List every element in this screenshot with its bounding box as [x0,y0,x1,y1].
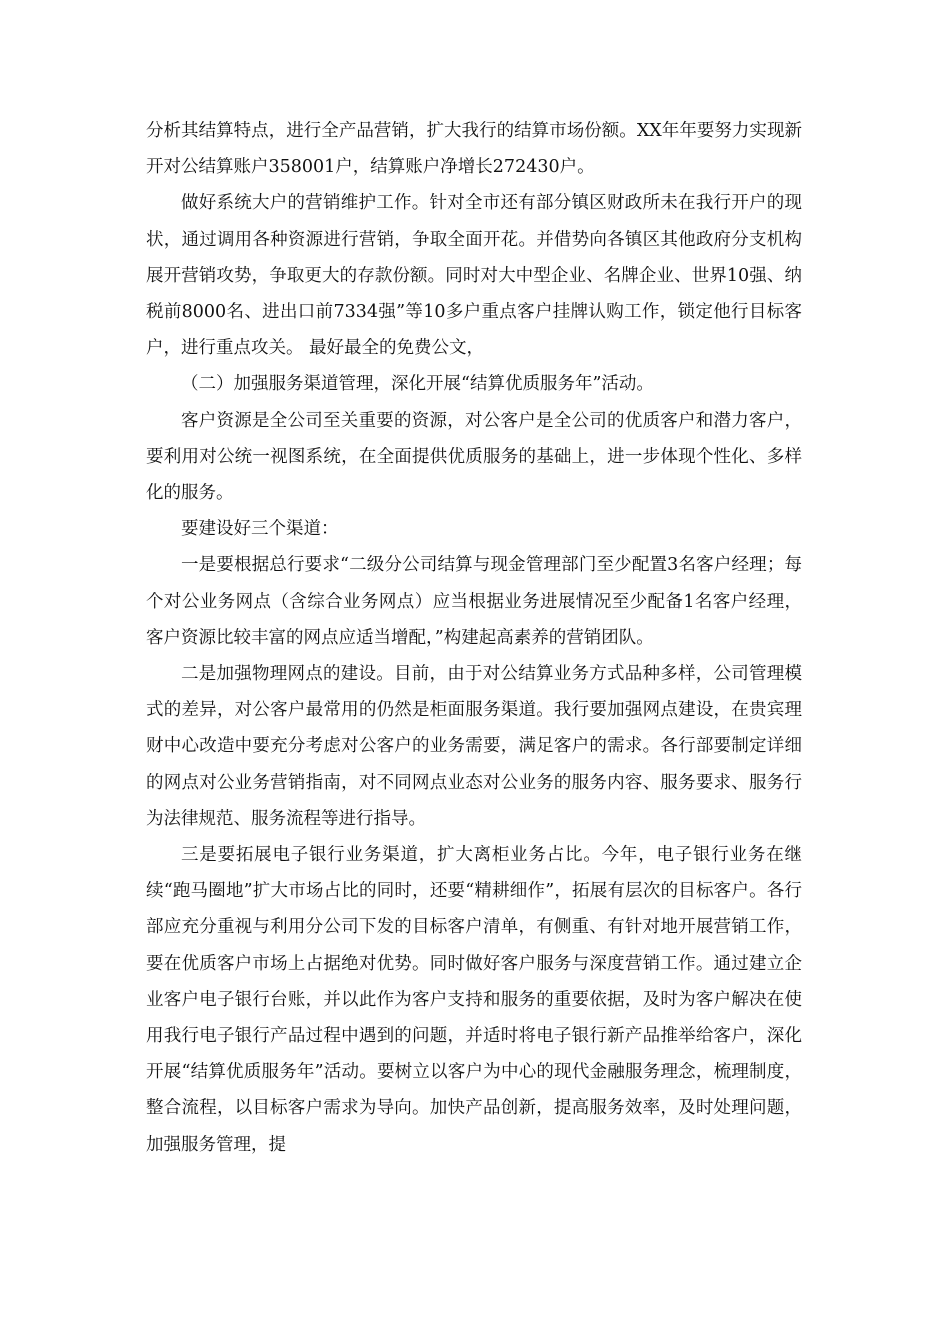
paragraph-1: 分析其结算特点，进行全产品营销，扩大我行的结算市场份额。XX年年要努力实现新开对公结算账户358001户，结算账户净增长272430户。 [146,121,802,178]
paragraph-6: 二是加强物理网点的建设。目前，由于对公结算业务方式品种多样，公司管理模式的差异，对公客户最常用的仍然是柜面服务渠道。我行要加强网点建设，在贵宾理财中心改造中要充分考虑对公客户的业务需要，满足客户的需求。各行部要制定详细的网点对公业务营销指南，对不同网点业态对公业务的服务内容、服务要求、服务行为法律规范、服务流程等进行指导。 [146,664,802,829]
document-body [146,113,802,1163]
paragraph-7: 三是要拓展电子银行业务渠道，扩大离柜业务占比。今年，电子银行业务在继续“跑马圈地”扩大市场占比的同时，还要“精耕细作”，拓展有层次的目标客户。各行部应充分重视与利用分公司下发的目标客户清单，有侧重、有针对地开展营销工作，要在优质客户市场上占据绝对优势。同时做好客户服务与深度营销工作。通过建立企业客户电子银行台账，并以此作为客户支持和服务的重要依据，及时为客户解决在使用我行电子银行产品过程中遇到的问题，并适时将电子银行新产品推举给客户，深化开展“结算优质服务年”活动。要树立以客户为中心的现代金融服务理念，梳理制度，整合流程，以目标客户需求为导向。加快产品创新，提高服务效率，及时处理问题，加强服务管理，提 [146,845,802,1155]
paragraph-3: 客户资源是全公司至关重要的资源，对公客户是全公司的优质客户和潜力客户，要利用对公统一视图系统，在全面提供优质服务的基础上，进一步体现个性化、多样化的服务。 [146,410,802,504]
section-heading: （二）加强服务渠道管理，深化开展“结算优质服务年”活动。 [181,374,654,395]
paragraph-2: 做好系统大户的营销维护工作。针对全市还有部分镇区财政所未在我行开户的现状，通过调用各种资源进行营销，争取全面开花。并借势向各镇区其他政府分支机构展开营销攻势，争取更大的存款份额。同时对大中型企业、名牌企业、世界10强、纳税前8000名、进出口前7334强”等10多户重点客户挂牌认购工作，锁定他行目标客户，进行重点攻关。 最好最全的免费公文， [146,193,802,359]
paragraph-4: 要建设好三个渠道： [181,519,339,540]
paragraph-5: 一是要根据总行要求“二级分公司结算与现金管理部门至少配置3名客户经理；每个对公业务网点（含综合业务网点）应当根据业务进展情况至少配备1名客户经理，客户资源比较丰富的网点应适当增配，”构建起高素养的营销团队。 [146,555,802,648]
